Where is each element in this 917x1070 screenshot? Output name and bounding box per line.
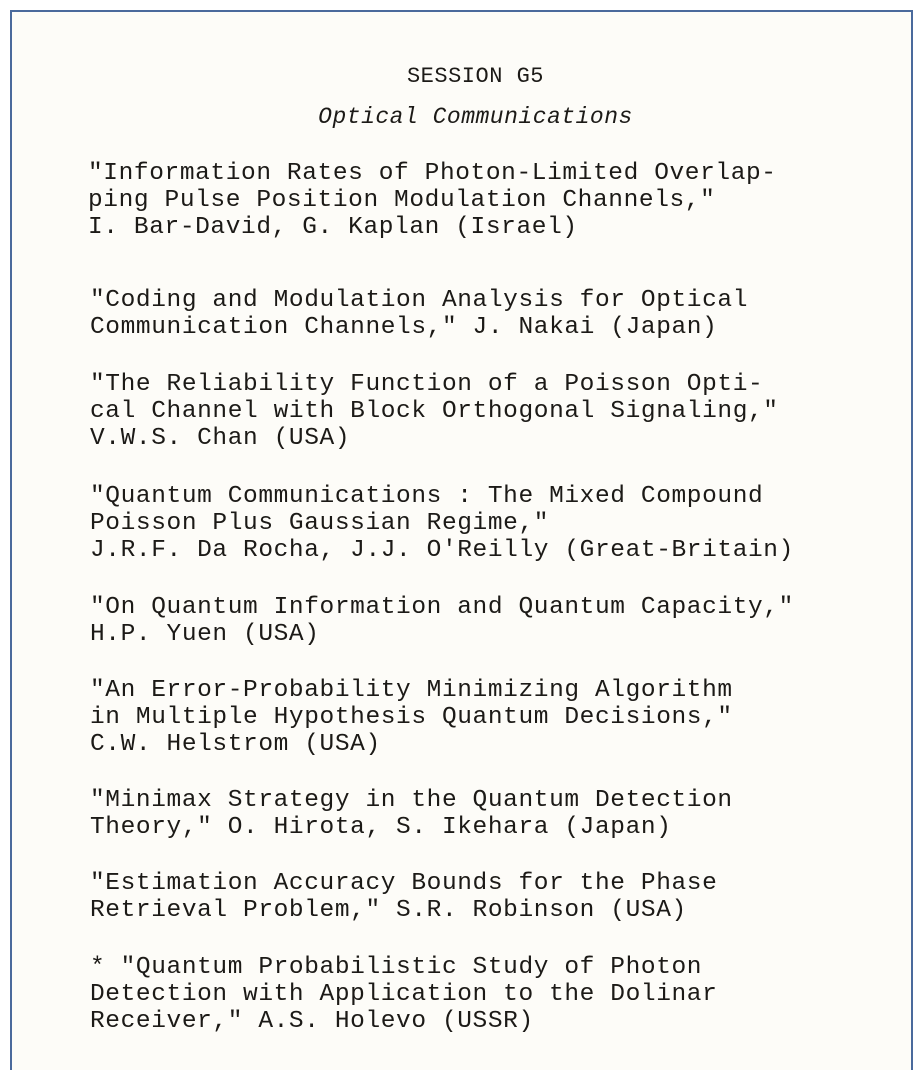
paper-line: "An Error-Probability Minimizing Algorithm: [90, 677, 733, 704]
paper-entry: [90, 371, 910, 452]
paper-line: V.W.S. Chan (USA): [90, 425, 351, 452]
paper-line: Theory," O. Hirota, S. Ikehara (Japan): [90, 814, 672, 841]
session-subtitle: Optical Communications: [318, 104, 633, 130]
paper-line: * "Quantum Probabilistic Study of Photon: [90, 954, 703, 981]
document-page: [10, 10, 913, 1070]
paper-line: Communication Channels," J. Nakai (Japan): [90, 314, 718, 341]
paper-line: "The Reliability Function of a Poisson Opti-: [90, 371, 764, 398]
paper-line: C.W. Helstrom (USA): [90, 731, 381, 758]
paper-line: "Minimax Strategy in the Quantum Detection: [90, 787, 733, 814]
paper-line: "On Quantum Information and Quantum Capacity,": [90, 594, 794, 621]
paper-line: Detection with Application to the Dolinar: [90, 981, 718, 1008]
paper-line: "Estimation Accuracy Bounds for the Phase: [90, 870, 718, 897]
paper-line: "Quantum Communications : The Mixed Compound: [90, 483, 764, 510]
paper-entry: [90, 594, 910, 648]
paper-entry: [90, 954, 910, 1035]
paper-entry: [90, 870, 910, 924]
paper-entry: [90, 787, 910, 841]
paper-line: in Multiple Hypothesis Quantum Decisions,": [90, 704, 733, 731]
paper-line: "Coding and Modulation Analysis for Optical: [90, 287, 749, 314]
paper-line: ping Pulse Position Modulation Channels,": [88, 187, 716, 214]
paper-line: I. Bar-David, G. Kaplan (Israel): [88, 214, 578, 241]
paper-line: Poisson Plus Gaussian Regime,": [90, 510, 550, 537]
paper-line: H.P. Yuen (USA): [90, 621, 320, 648]
paper-line: Retrieval Problem," S.R. Robinson (USA): [90, 897, 687, 924]
paper-entry: [90, 483, 910, 564]
paper-entry: [90, 677, 910, 758]
paper-line: "Information Rates of Photon-Limited Overlap-: [88, 160, 777, 187]
paper-line: Receiver," A.S. Holevo (USSR): [90, 1008, 534, 1035]
paper-entry: [90, 287, 910, 341]
paper-line: J.R.F. Da Rocha, J.J. O'Reilly (Great-Britain): [90, 537, 794, 564]
paper-entry: [88, 160, 908, 241]
paper-line: cal Channel with Block Orthogonal Signaling,": [90, 398, 779, 425]
session-heading: SESSION G5: [406, 64, 545, 89]
